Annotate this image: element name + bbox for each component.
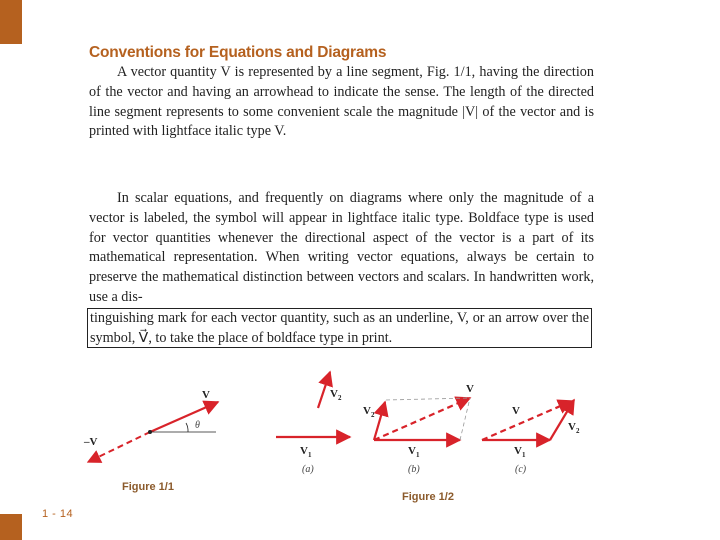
label-v2-a: $V_2$ xyxy=(330,388,342,402)
origin-point xyxy=(148,430,152,434)
label-theta: θ xyxy=(195,420,200,431)
label-v-c: V xyxy=(512,405,520,417)
angle-arc xyxy=(186,423,188,432)
paragraph-scalar-equations: In scalar equations, and frequently on diagrams where only the magnitude of a vector is labeled, the symbol will appear in lightface italic type. Boldface type is used for vector quantities whenever the directional aspect of the vector is a part of its mathematical representation. When writing vector equations, always be certain to preserve the mathematical distinction between vectors and scalars. In handwritten work, use a dis- xyxy=(89,190,594,305)
label-v-b: V xyxy=(466,383,474,395)
page-number: 1 - 14 xyxy=(42,508,74,520)
figure-1-2-part-c xyxy=(482,400,580,475)
label-v2-c: $V_2$ xyxy=(568,421,580,435)
part-label-b: (b) xyxy=(408,464,420,475)
vector-v-resultant-c xyxy=(482,401,572,440)
label-v2-b: $V_2$ xyxy=(363,405,375,419)
vector-v2-a xyxy=(318,372,330,408)
highlighted-text-box: tinguishing mark for each vector quantity, such as an underline, V, or an arrow over the symbol, V⃗, to take the place of boldface type in print. xyxy=(87,308,592,348)
part-label-a: (a) xyxy=(302,464,314,475)
caption-figure-1-1: Figure 1/1 xyxy=(122,481,174,493)
parallelogram-top xyxy=(386,398,470,400)
label-neg-v: –V xyxy=(84,436,98,448)
vector-v-arrow xyxy=(150,402,218,432)
caption-figure-1-2: Figure 1/2 xyxy=(402,491,454,503)
vector-v-resultant-b xyxy=(374,398,470,440)
label-v1-b: $V_1$ xyxy=(408,445,420,459)
vector-v2-c xyxy=(550,400,574,440)
figure-1-1 xyxy=(83,389,218,493)
part-label-c: (c) xyxy=(515,464,527,475)
label-v1-c: $V_1$ xyxy=(514,445,526,459)
figure-1-2-part-b xyxy=(363,383,474,475)
vector-v2-b xyxy=(374,402,385,440)
label-v1-a: $V_1$ xyxy=(300,445,312,459)
figure-1-2-part-a xyxy=(276,372,350,475)
label-v: V xyxy=(202,389,210,401)
paragraph-vector-quantity: A vector quantity V is represented by a line segment, Fig. 1/1, having the direction of the vector and having an arrowhead to indicate the sense. The length of the directed line segment represents to some convenient scale the magnitude |V| of the vector and is printed with lightface italic type V. xyxy=(89,64,594,140)
parallelogram-side xyxy=(460,398,470,440)
section-title: Conventions for Equations and Diagrams xyxy=(89,44,387,61)
